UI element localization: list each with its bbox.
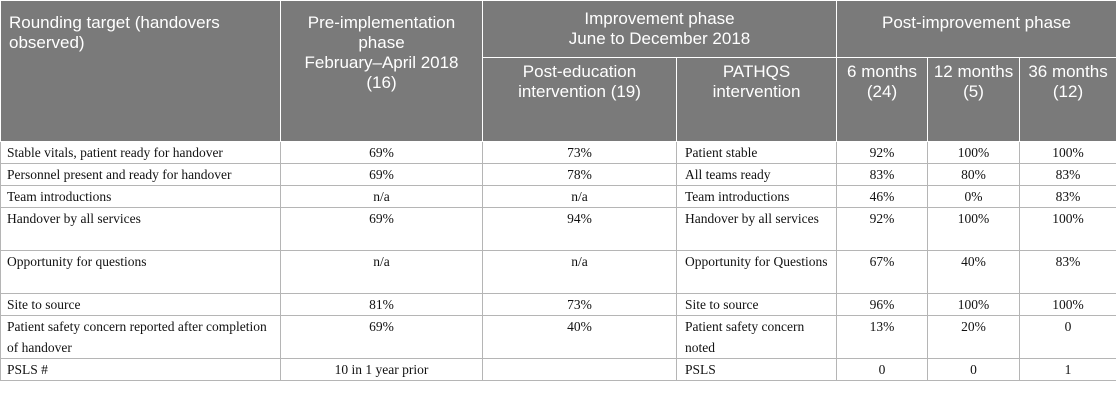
cell-pathqs: Handover by all services	[677, 208, 837, 251]
cell-post-education: 78%	[483, 164, 677, 186]
table-row	[1, 294, 1116, 316]
table-row	[1, 251, 1116, 294]
header-pre-dates: February–April 2018	[304, 53, 459, 72]
cell-pre: n/a	[281, 251, 483, 294]
cell-target: Opportunity for questions	[1, 251, 281, 294]
cell-6-months: 46%	[837, 186, 928, 208]
cell-12-months: 100%	[928, 208, 1020, 251]
table-row	[1, 164, 1116, 186]
cell-36-months: 83%	[1020, 164, 1116, 186]
cell-12-months: 100%	[928, 142, 1020, 164]
cell-post-education: 73%	[483, 142, 677, 164]
cell-target: Patient safety concern reported after completion of handover	[1, 316, 281, 359]
table-row	[1, 186, 1116, 208]
cell-pathqs: Site to source	[677, 294, 837, 316]
header-post-education: Post-education intervention (19)	[483, 58, 677, 142]
cell-pre: 69%	[281, 142, 483, 164]
cell-36-months: 100%	[1020, 208, 1116, 251]
table-header	[1, 1, 1116, 142]
header-36-months: 36 months (12)	[1020, 58, 1116, 142]
cell-12-months: 100%	[928, 294, 1020, 316]
header-improvement-dates: June to December 2018	[568, 29, 751, 48]
cell-target: PSLS #	[1, 359, 281, 381]
cell-12-months: 0	[928, 359, 1020, 381]
cell-pre: 81%	[281, 294, 483, 316]
header-pre-implementation	[281, 1, 483, 142]
header-6-months: 6 months (24)	[837, 58, 928, 142]
header-pre-title: Pre-implementation phase	[307, 13, 456, 52]
table-row	[1, 142, 1116, 164]
cell-target: Handover by all services	[1, 208, 281, 251]
cell-pathqs: Team introductions	[677, 186, 837, 208]
cell-post-education: n/a	[483, 186, 677, 208]
cell-12-months: 0%	[928, 186, 1020, 208]
cell-36-months: 83%	[1020, 186, 1116, 208]
cell-pathqs: Patient safety concern noted	[677, 316, 837, 359]
cell-6-months: 67%	[837, 251, 928, 294]
header-rounding-target: Rounding target (handovers observed)	[1, 1, 281, 142]
cell-pathqs: PSLS	[677, 359, 837, 381]
cell-pathqs: Patient stable	[677, 142, 837, 164]
cell-36-months: 100%	[1020, 142, 1116, 164]
cell-pathqs: All teams ready	[677, 164, 837, 186]
cell-target: Stable vitals, patient ready for handover	[1, 142, 281, 164]
cell-target: Site to source	[1, 294, 281, 316]
cell-6-months: 13%	[837, 316, 928, 359]
cell-post-education: 94%	[483, 208, 677, 251]
cell-post-education: n/a	[483, 251, 677, 294]
cell-36-months: 83%	[1020, 251, 1116, 294]
header-improvement-phase	[483, 1, 837, 58]
header-pathqs: PATHQS intervention	[677, 58, 837, 142]
cell-12-months: 80%	[928, 164, 1020, 186]
header-post-improvement: Post-improvement phase	[837, 1, 1116, 58]
table-body	[1, 142, 1116, 381]
cell-36-months: 1	[1020, 359, 1116, 381]
cell-6-months: 92%	[837, 208, 928, 251]
cell-6-months: 83%	[837, 164, 928, 186]
table-row	[1, 316, 1116, 359]
table-row	[1, 208, 1116, 251]
cell-36-months: 100%	[1020, 294, 1116, 316]
cell-post-education: 40%	[483, 316, 677, 359]
table-row	[1, 359, 1116, 381]
cell-pre: n/a	[281, 186, 483, 208]
header-pre-count: (16)	[366, 73, 397, 92]
cell-pre: 69%	[281, 164, 483, 186]
cell-12-months: 40%	[928, 251, 1020, 294]
cell-12-months: 20%	[928, 316, 1020, 359]
cell-6-months: 96%	[837, 294, 928, 316]
cell-6-months: 0	[837, 359, 928, 381]
cell-36-months: 0	[1020, 316, 1116, 359]
cell-post-education	[483, 359, 677, 381]
cell-pre: 69%	[281, 316, 483, 359]
cell-target: Team introductions	[1, 186, 281, 208]
cell-6-months: 92%	[837, 142, 928, 164]
cell-target: Personnel present and ready for handover	[1, 164, 281, 186]
cell-pathqs: Opportunity for Questions	[677, 251, 837, 294]
header-12-months: 12 months (5)	[928, 58, 1020, 142]
cell-pre: 69%	[281, 208, 483, 251]
cell-post-education: 73%	[483, 294, 677, 316]
cell-pre: 10 in 1 year prior	[281, 359, 483, 381]
header-improvement-title: Improvement phase	[584, 9, 735, 28]
